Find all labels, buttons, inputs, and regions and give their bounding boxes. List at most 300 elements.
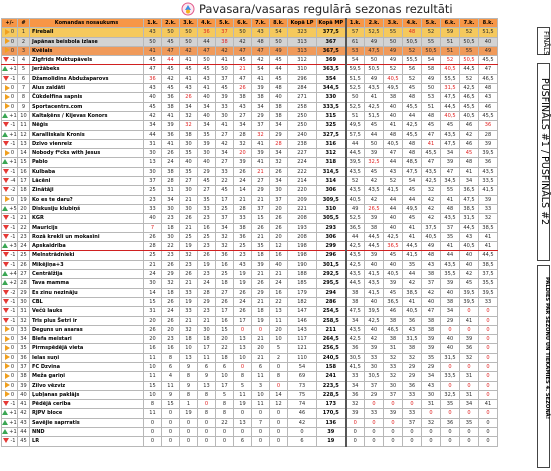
mp-round-1: 43,5 [346,270,365,279]
position-cell: 8 [18,93,30,102]
mp-round-1: 52 [346,177,365,186]
mp-round-3: 44 [384,158,403,167]
mp-round-8: 39 [479,139,498,148]
mp-round-2: 44 [365,130,384,139]
change-value: 0 [10,354,15,361]
lp-round-2: 45 [162,84,180,93]
lp-round-5: 5 [216,390,234,399]
change-value: +1 [9,429,17,436]
total-lp: 313 [288,37,317,46]
lp-round-5: 27 [216,158,234,167]
change-value: 0 [10,196,15,203]
lp-round-4: 13 [198,381,216,390]
mp-round-3: 44 [384,204,403,213]
mp-round-3: 32 [384,372,403,381]
change-cell [2,409,18,418]
mp-round-7: 0 [460,307,479,316]
table-row [2,28,498,37]
lp-round-8: 54 [270,28,288,37]
lp-round-5: 50 [216,65,234,74]
mp-round-8: 28 [479,130,498,139]
lp-round-7: 39 [252,149,270,158]
mp-round-2: 42 [365,195,384,204]
mp-round-7: 42 [460,270,479,279]
mp-round-1: 57,5 [346,130,365,139]
mp-round-7: 41 [460,316,479,325]
mp-round-2: 42 [365,177,384,186]
mp-round-1: 34 [346,381,365,390]
arrow-down-icon [3,76,9,81]
team-name: Zinātāji [30,186,144,195]
lp-round-6: 26 [234,307,252,316]
lp-round-1: 33 [144,204,162,213]
mp-round-3: 38 [384,316,403,325]
mp-round-8: 0 [479,316,498,325]
change-cell [2,316,18,325]
lp-round-8: 34 [270,177,288,186]
team-name: Zigfrīds Muktupāvels [30,56,144,65]
mp-round-1: 40,5 [346,195,365,204]
lp-round-7: 21 [252,353,270,362]
mp-round-3: 45 [384,251,403,260]
lp-round-1: 20 [144,316,162,325]
lp-round-1: 37 [144,177,162,186]
mp-round-8: 0 [479,335,498,344]
lp-round-8: 0 [270,437,288,446]
mp-round-4: 42,5 [403,121,422,130]
mp-round-7: 39,5 [460,288,479,297]
lp-round-7: 21 [252,167,270,176]
lp-round-1: 0 [144,437,162,446]
total-lp: 188 [288,270,317,279]
table-row [2,195,498,204]
mp-round-3: 50 [384,37,403,46]
mp-round-5: 0 [422,437,441,446]
mp-round-1: 51 [346,111,365,120]
table-row [2,260,498,269]
change-cell [2,242,18,251]
mp-round-5: 42,5 [422,177,441,186]
lp-round-3: 43 [180,84,198,93]
total-lp: 179 [288,288,317,297]
change-value: -1 [10,75,16,82]
lp-round-6: 21 [234,65,252,74]
mp-round-5: 39 [422,335,441,344]
lp-round-2: 0 [162,409,180,418]
table-row [2,186,498,195]
position-cell: 27 [18,270,30,279]
lp-round-1: 40 [144,93,162,102]
lp-round-5: 38 [216,37,234,46]
lp-round-4: 23 [198,242,216,251]
lp-round-3: 30 [180,186,198,195]
mp-round-4: 38,5 [403,288,422,297]
lp-round-2: 4 [162,372,180,381]
change-value: +3 [9,243,17,250]
mp-round-5: 50 [422,84,441,93]
mp-round-4: 43 [403,325,422,334]
mp-round-1: 30,5 [346,353,365,362]
arrow-right-icon [5,363,10,369]
lp-round-2: 39 [162,121,180,130]
change-cell [2,74,18,83]
mp-round-3: 49 [384,56,403,65]
mp-round-5: 37,5 [422,223,441,232]
lp-round-6: 38 [234,93,252,102]
lp-round-2: 0 [162,437,180,446]
mp-round-7: 46 [460,121,479,130]
position-cell: 17 [18,177,30,186]
change-cell [2,418,18,427]
lp-round-7: 47 [252,46,270,55]
lp-round-8: 45 [270,56,288,65]
lp-round-7: 21 [252,195,270,204]
position-cell: 18 [18,186,30,195]
lp-round-5: 8 [216,409,234,418]
mp-round-3: 30 [384,381,403,390]
total-mp: 306 [317,186,346,195]
change-cell [2,111,18,120]
mp-round-4: 31,5 [403,335,422,344]
lp-round-8: 13 [270,307,288,316]
arrow-down-icon [3,290,9,295]
position-cell: 36 [18,353,30,362]
mp-round-3: 38 [384,335,403,344]
lp-round-7: 10 [252,390,270,399]
lp-round-2: 36 [162,130,180,139]
arrow-up-icon [2,113,8,118]
mp-round-8: 0 [479,428,498,437]
change-cell [2,186,18,195]
mp-round-4: 45 [403,186,422,195]
mp-round-3: 40 [384,111,403,120]
lp-round-2: 23 [162,251,180,260]
mp-round-2: 38 [365,223,384,232]
lp-round-7: 29 [252,111,270,120]
change-value: -1 [10,215,16,222]
change-cell [2,28,18,37]
mp-round-3: 39 [384,409,403,418]
mp-round-5: 50,5 [422,46,441,55]
lp-round-7: 26 [252,279,270,288]
mp-round-1: 43,5 [346,167,365,176]
mp-round-5: 43 [422,260,441,269]
lp-round-5: 0 [216,437,234,446]
mp-round-3: 0 [384,437,403,446]
mp-round-2: 44,5 [365,242,384,251]
lp-round-5: 16 [216,260,234,269]
mp-round-8: 41 [479,232,498,241]
lp-round-1: 25 [144,186,162,195]
lp-round-7: 6 [252,362,270,371]
change-cell [2,214,18,223]
change-cell [2,251,18,260]
lp-round-8: 45 [270,74,288,83]
lp-round-4: 34 [198,121,216,130]
total-lp: 42 [288,418,317,427]
mp-round-5: 29 [422,362,441,371]
lp-round-3: 27 [180,177,198,186]
change-value: 0 [10,382,15,389]
mp-round-7: 52 [460,28,479,37]
lp-round-5: 33 [216,102,234,111]
mp-round-6: 31,5 [441,353,460,362]
lp-round-5: 32 [216,242,234,251]
lp-round-2: 30 [162,232,180,241]
mp-round-8: 0 [479,325,498,334]
lp-round-5: 22 [216,344,234,353]
mp-round-6: 36 [441,418,460,427]
position-cell: 41 [18,400,30,409]
mp-round-3: 52 [384,65,403,74]
lp-round-3: 19 [180,242,198,251]
mp-round-8: 44,5 [479,251,498,260]
total-mp: 309,5 [317,195,346,204]
total-lp: 312 [288,56,317,65]
arrow-right-icon [5,345,10,351]
mp-round-2: 29 [365,390,384,399]
total-mp: 293 [317,223,346,232]
mp-round-5: 40 [422,297,441,306]
total-mp: 173 [317,400,346,409]
mp-round-4: 36 [403,381,422,390]
change-cell [2,260,18,269]
table-row [2,121,498,130]
change-cell [2,139,18,148]
mp-round-2: 39,5 [365,307,384,316]
change-cell [2,130,18,139]
mp-round-5: 37 [422,279,441,288]
mp-round-2: 40 [365,260,384,269]
table-row [2,158,498,167]
table-row [2,288,498,297]
arrow-right-icon [5,47,10,53]
mp-round-7: 45 [460,279,479,288]
change-cell [2,149,18,158]
lp-round-6: 32 [234,139,252,148]
mp-round-1: 34 [346,316,365,325]
lp-round-4: 47 [198,46,216,55]
lp-round-1: 0 [144,428,162,437]
lp-round-4: 39 [198,139,216,148]
mp-round-5: 32 [422,418,441,427]
position-cell: 33 [18,325,30,334]
total-lp: 296 [288,74,317,83]
lp-round-2: 0 [162,428,180,437]
mp-round-6: 0 [441,362,460,371]
lp-round-5: 26 [216,297,234,306]
lp-round-1: 45 [144,102,162,111]
total-lp: 182 [288,297,317,306]
arrow-down-icon [3,308,9,313]
lp-round-5: 15 [216,325,234,334]
total-lp: 208 [288,232,317,241]
header-name-col: Komandas nosaukums [30,19,144,28]
arrow-right-icon [5,382,10,388]
position-cell: 19 [18,195,30,204]
lp-round-7: 21 [252,270,270,279]
lp-round-1: 14 [144,288,162,297]
change-cell [2,437,18,446]
team-name: Centrālžija [30,270,144,279]
table-row [2,111,498,120]
lp-round-8: 38 [270,111,288,120]
mp-round-2: 40 [365,325,384,334]
lp-round-2: 44 [162,56,180,65]
lp-round-7: 21 [252,232,270,241]
change-value: -1 [10,401,16,408]
team-name: Ļubļanas paklājs [30,390,144,399]
lp-round-1: 25 [144,251,162,260]
team-name: Dzīvo vienreiz [30,139,144,148]
lp-round-5: 34 [216,149,234,158]
lp-round-4: 34 [198,102,216,111]
lp-round-1: 43 [144,84,162,93]
change-value: -1 [10,317,16,324]
lp-round-8: 38 [270,102,288,111]
mp-round-7: 31,5 [460,214,479,223]
lp-round-5: 37 [216,28,234,37]
arrow-right-icon [5,85,10,91]
lp-round-4: 0 [198,437,216,446]
mp-round-6: 0 [441,381,460,390]
mp-round-1: 36 [346,390,365,399]
mp-round-7: 38,5 [460,204,479,213]
lp-round-6: 19 [234,270,252,279]
mp-round-6: 35 [441,232,460,241]
mp-round-5: 49 [422,74,441,83]
lp-round-7: 37 [252,204,270,213]
table-row [2,139,498,148]
total-lp: 46 [288,409,317,418]
mp-round-4: 45 [403,84,422,93]
team-name: Fireball [30,28,144,37]
mp-round-8: 0 [479,418,498,427]
arrow-right-icon [5,94,10,100]
lp-round-8: 30 [270,186,288,195]
lp-round-2: 29 [162,270,180,279]
change-value: 0 [10,29,15,36]
change-value: +1 [9,419,17,426]
lp-round-8: 16 [270,288,288,297]
lp-round-2: 36 [162,93,180,102]
change-cell [2,158,18,167]
header-mp6-col: 6.k. [441,19,460,28]
lp-round-3: 40 [180,158,198,167]
mp-round-1: 59,5 [346,65,365,74]
lp-round-8: 12 [270,242,288,251]
mp-round-6: 47,5 [441,93,460,102]
total-mp: 315 [317,111,346,120]
position-cell: 35 [18,344,30,353]
position-cell: 28 [18,279,30,288]
lp-round-2: 23 [162,335,180,344]
change-value: -1 [10,233,16,240]
lp-round-8: 2 [270,353,288,362]
mp-round-3: 36,5 [384,242,403,251]
mp-round-5: 53 [422,93,441,102]
header-lp6-col: 6.k. [234,19,252,28]
lp-round-4: 27 [198,186,216,195]
team-name: Japānas beisbola izlase [30,37,144,46]
lp-round-7: 42 [252,56,270,65]
mp-round-6: 55 [441,186,460,195]
table-row [2,177,498,186]
lp-round-7: 15 [252,214,270,223]
lp-round-3: 18 [180,335,198,344]
mp-round-2: 26,5 [365,204,384,213]
team-name: Jeržābeks [30,65,144,74]
mp-round-7: 55 [460,46,479,55]
mp-round-4: 33 [403,390,422,399]
change-value: -2 [10,187,16,194]
lp-round-8: 37 [270,195,288,204]
mp-round-1: 44 [346,139,365,148]
lp-round-3: 10 [180,344,198,353]
mp-round-1: 57 [346,28,365,37]
table-row [2,335,498,344]
mp-round-3: 33 [384,362,403,371]
team-name: Kaltaķēns / Kijevas Konors [30,111,144,120]
lp-round-3: 45 [180,65,198,74]
table-row [2,74,498,83]
total-mp: 330 [317,93,346,102]
mp-round-5: 31 [422,400,441,409]
position-cell: 40 [18,390,30,399]
change-cell [2,362,18,371]
total-lp: 250 [288,111,317,120]
lp-round-4: 17 [198,344,216,353]
change-value: 0 [10,103,15,110]
lp-round-4: 29 [198,167,216,176]
lp-round-1: 11 [144,372,162,381]
mp-round-1: 61 [346,37,365,46]
change-cell [2,325,18,334]
position-cell: 9 [18,102,30,111]
mp-round-6: 35,5 [441,270,460,279]
lp-round-6: 34 [234,121,252,130]
total-mp: 325 [317,121,346,130]
lp-round-3: 41 [180,56,198,65]
lp-round-3: 21 [180,223,198,232]
lp-round-8: 49 [270,46,288,55]
arrow-up-icon [2,280,8,285]
lp-round-5: 36 [216,251,234,260]
lp-round-7: 37 [252,121,270,130]
mp-round-6: 39 [441,279,460,288]
change-value: +1 [9,159,17,166]
lp-round-6: 24 [234,177,252,186]
mp-round-2: 30 [365,362,384,371]
team-name: Nobody f*cks with Jesus [30,149,144,158]
lp-round-1: 34 [144,121,162,130]
total-mp: 211 [317,325,346,334]
mp-round-2: 43,5 [365,186,384,195]
lp-round-7: 21 [252,335,270,344]
mp-round-2: 50 [365,56,384,65]
position-cell: 21 [18,214,30,223]
lp-round-6: 5 [234,381,252,390]
mp-round-4: 44 [403,195,422,204]
change-value: 0 [10,363,15,370]
position-cell: 6 [18,74,30,83]
lp-round-7: 18 [252,251,270,260]
lp-round-2: 24 [162,158,180,167]
lp-round-1: 31 [144,139,162,148]
mp-round-4: 41 [403,223,422,232]
mp-round-5: 30 [422,390,441,399]
lp-round-2: 26 [162,149,180,158]
